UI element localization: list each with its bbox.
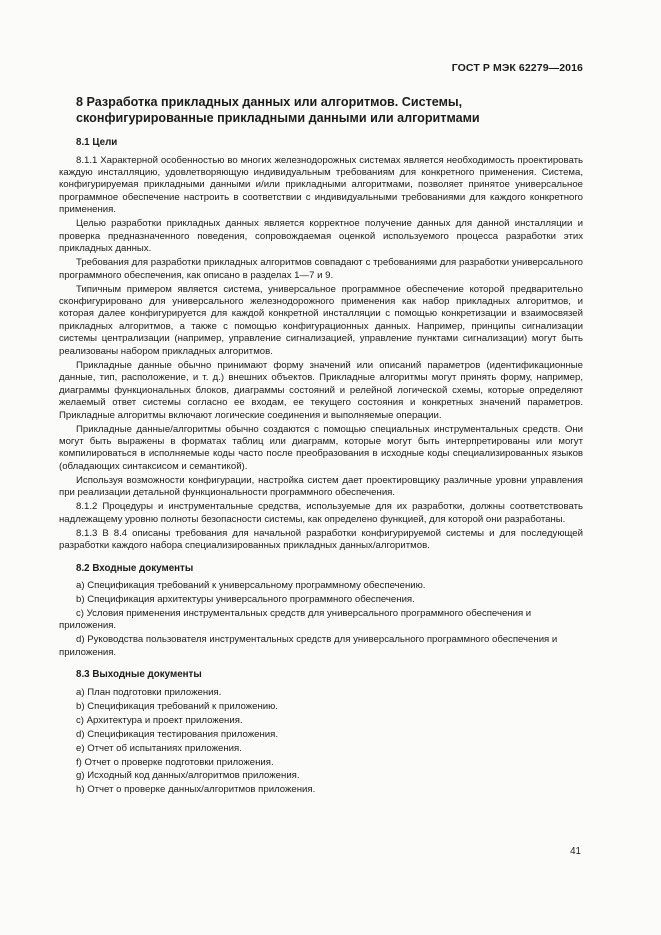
list-item: b) Спецификация требований к приложению. [76,700,278,712]
list-item: f) Отчет о проверке подготовки приложения. [76,756,274,768]
list-item: a) Спецификация требований к универсальному программному обеспечению. [76,580,426,592]
paragraph: Прикладные данные обычно принимают форму значений или описаний параметров (идентификационные данные, тип, расположение, и т. д.) внешних объектов. Прикладные алгоритмы могут принять форму, например, диаграммы функциональных блоков, диаграммы состояний и релейной логической схемы, которые определяют желаемый ответ системы согласно ее входам, ее текущего состояния и конкретных значений параметров. Прикладные алгоритмы включают логические соединения и выполняемые операции. [59,359,583,421]
list-item: d) Руководства пользователя инструментальных средств для универсального программного обеспечения и приложения. [59,634,558,658]
paragraph: 8.1.3 В 8.4 описаны требования для начальной разработки конфигурируемой системы и для последующей разработки каждого набора специализированных прикладных данных/алгоритмов. [59,527,583,552]
document-header: ГОСТ Р МЭК 62279—2016 [451,62,583,74]
paragraph: Целью разработки прикладных данных является корректное получение данных для данной инсталляции и проверка предназначенного поведения, сопровождаемая оценкой используемого процесса разработки этих прикладных данных. [59,218,583,255]
subsection-heading-8-1: 8.1 Цели [76,137,118,148]
paragraph: Требования для разработки прикладных алгоритмов совпадают с требованиями для разработки универсального программного обеспечения, как описано в разделах 1—7 и 9. [59,257,583,281]
list-item: h) Отчет о проверке данных/алгоритмов приложения. [76,784,316,796]
list-item: d) Спецификация тестирования приложения. [76,728,278,740]
section-title-line1: 8 Разработка прикладных данных или алгоритмов. Системы, [76,95,463,109]
document-body [59,94,583,798]
paragraph: Прикладные данные/алгоритмы обычно создаются с помощью специальных инструментальных средств. Они могут быть выражены в форматах таблиц или диаграмм, которые могут быть интерпретированы или могут компилироваться в исполняемые коды часто после преобразования в исходные коды специализированных языков (обладающих синтаксисом и семантикой). [59,423,583,472]
subsection-heading-8-2: 8.2 Входные документы [76,562,194,574]
subsection-heading-8-3: 8.3 Выходные документы [76,669,202,681]
paragraph: Используя возможности конфигурации, настройка систем дает проектировщику различные уровни управления при реализации детальной функциональности программного обеспечения. [59,474,583,499]
list-item: b) Спецификация архитектуры универсального программного обеспечения. [76,594,415,605]
paragraph: Типичным примером является система, универсальное программное обеспечение которой предварительно сконфигурировано для универсального железнодорожного применения как набор прикладных алгоритмов, и которая далее конфигурируется для каждой конкретной инсталляции с помощью конкретизации и взаимосвязей прикладных алгоритмов, а также с помощью конфигурационных данных. Например, принципы сигнализации системы централизации (например, управление сигнализацией, управление пунктами сигнализации) могут быть реализованы набором прикладных алгоритмов. [59,283,583,357]
list-item: c) Архитектура и проект приложения. [76,714,243,726]
section-title-line2: сконфигурированные прикладными данными или алгоритмами [76,111,480,125]
paragraph: 8.1.1 Характерной особенностью во многих железнодорожных системах является необходимость проектировать каждую инсталляцию, удовлетворяющую индивидуальным требованиям для конкретного применения. Система, конфигурируемая прикладными данными и/или прикладными алгоритмами, позволяет принятое универсальное программное обеспечение настроить в соответствии с индивидуальными требованиями для каждого конкретного применения. [59,154,583,216]
list-item: g) Исходный код данных/алгоритмов приложения. [76,770,300,782]
list-item: a) План подготовки приложения. [76,686,222,698]
paragraph: 8.1.2 Процедуры и инструментальные средства, используемые для их разработки, должны соответствовать надлежащему уровню полноты безопасности системы, как определено функцией, для которой они разработаны. [59,501,583,525]
page-number: 41 [570,846,581,857]
section-title [76,94,583,126]
list-item: c) Условия применения инструментальных средств для универсального программного обеспечения и приложения. [59,607,532,632]
list-item: e) Отчет об испытаниях приложения. [76,742,242,754]
